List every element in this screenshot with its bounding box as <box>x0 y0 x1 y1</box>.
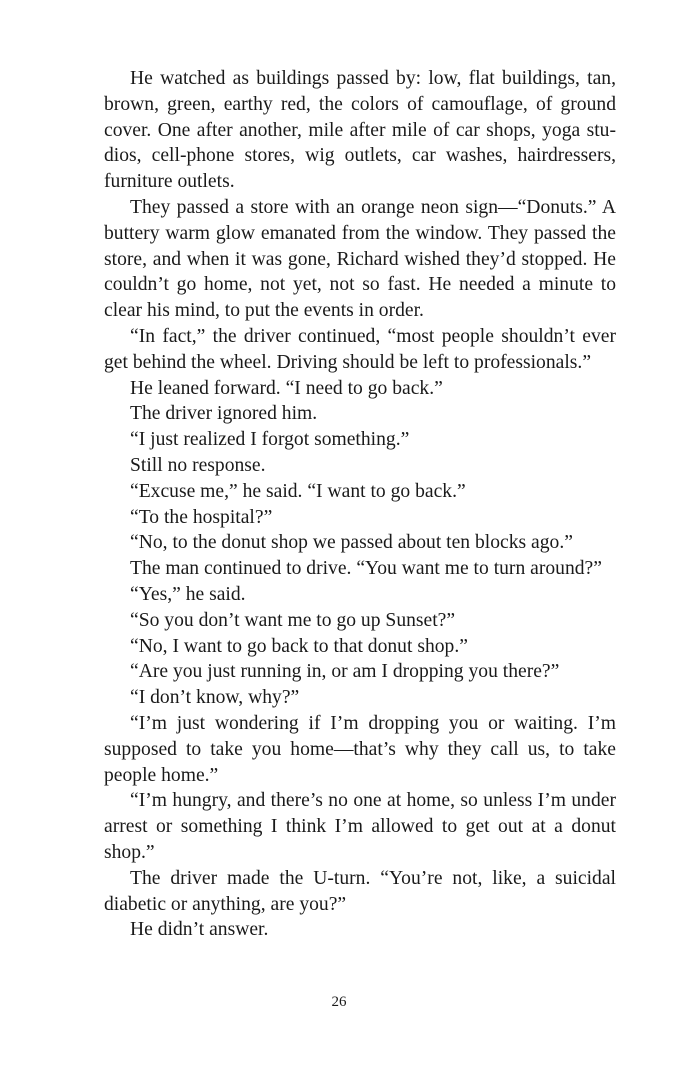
paragraph: “Are you just running in, or am I dropping you there?” <box>130 661 560 683</box>
paragraph: “I’m hungry, and there’s no one at home, so unless I’m under arrest or something I think I’m allowed to get out at a donut shop.” <box>104 790 616 863</box>
paragraph: The driver made the U-turn. “You’re not, like, a suicidal diabetic or anything, are you?” <box>104 867 616 915</box>
paragraph: “No, to the donut shop we passed about ten blocks ago.” <box>130 532 573 554</box>
paragraph: “Excuse me,” he said. “I want to go back.” <box>130 480 466 502</box>
paragraph: “To the hospital?” <box>130 506 273 528</box>
paragraph: Still no response. <box>130 454 266 476</box>
paragraph: “I’m just wondering if I’m dropping you or waiting. I’m supposed to take you home—that’s why they call us, to take people home.” <box>104 712 616 786</box>
paragraph: He leaned forward. “I need to go back.” <box>130 377 443 399</box>
paragraph: “In fact,” the driver continued, “most people shouldn’t ever get behind the wheel. Driving should be left to professionals.” <box>104 325 616 373</box>
paragraph: He didn’t answer. <box>130 919 269 941</box>
paragraph: “I don’t know, why?” <box>130 687 300 709</box>
paragraph: The man continued to drive. “You want me to turn around?” <box>130 558 602 580</box>
body-text <box>104 66 616 943</box>
paragraph: “I just realized I forgot something.” <box>130 429 410 451</box>
page-number: 26 <box>331 994 347 1010</box>
paragraph: “No, I want to go back to that donut shop.” <box>130 635 468 657</box>
paragraph: The driver ignored him. <box>130 403 318 425</box>
paragraph: “So you don’t want me to go up Sunset?” <box>130 609 456 631</box>
paragraph: He watched as buildings passed by: low, flat buildings, tan, brown, green, earthy red, the colors of camouflage, of ground cover. One after another, mile after mile of car shops, yoga studios, cell-phone stores, wig outlets, car washes, hairdressers, furniture outlets. <box>104 68 616 193</box>
paragraph: They passed a store with an orange neon sign—“Donuts.” A buttery warm glow emanated from the window. They passed the store, and when it was gone, Richard wished they’d stopped. He couldn’t go home, not yet, not so fast. He needed a minute to clear his mind, to put the events in order. <box>104 196 616 322</box>
paragraph: “Yes,” he said. <box>130 583 246 605</box>
